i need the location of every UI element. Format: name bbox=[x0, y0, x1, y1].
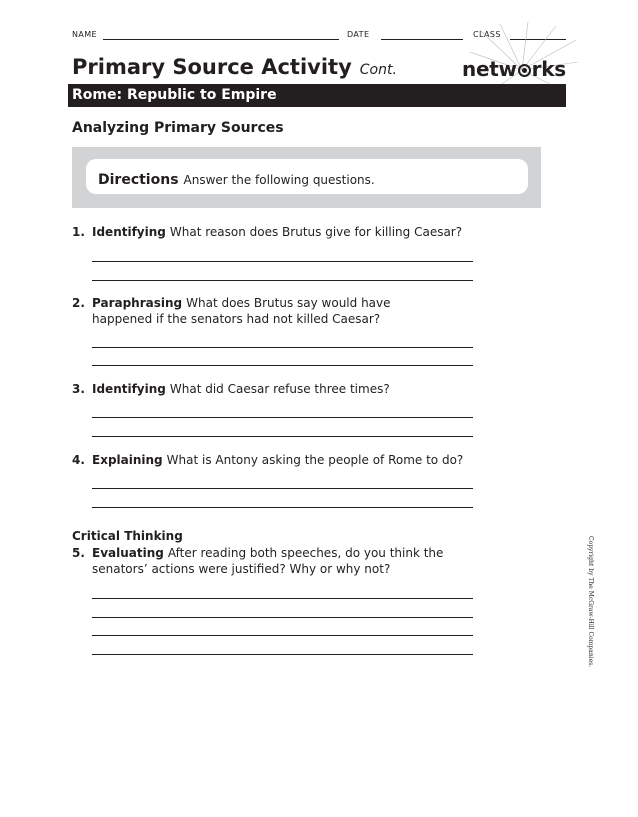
answer-line[interactable] bbox=[92, 261, 473, 262]
question-text: After reading both speeches, do you think the bbox=[167, 546, 444, 560]
answer-line[interactable] bbox=[92, 635, 473, 636]
brand-text-end: rks bbox=[531, 57, 566, 81]
class-label: CLASS bbox=[473, 30, 501, 39]
critical-thinking-heading: Critical Thinking bbox=[72, 529, 183, 543]
question-skill: Evaluating bbox=[92, 546, 164, 560]
directions-text bbox=[98, 169, 375, 188]
title-cont: Cont. bbox=[359, 62, 397, 78]
answer-line[interactable] bbox=[92, 488, 473, 489]
answer-line[interactable] bbox=[92, 436, 473, 437]
copyright-text: Copyright by The McGraw-Hill Companies. bbox=[587, 536, 594, 668]
question-skill: Identifying bbox=[92, 382, 166, 396]
question-text: What did Caesar refuse three times? bbox=[169, 382, 390, 396]
date-field[interactable] bbox=[381, 39, 463, 40]
networks-logo bbox=[462, 57, 566, 81]
question-number: 1. bbox=[72, 225, 85, 239]
question-skill: Paraphrasing bbox=[92, 296, 183, 310]
brand-text-start: netw bbox=[462, 57, 517, 81]
question-skill: Explaining bbox=[92, 453, 163, 467]
question-skill: Identifying bbox=[92, 225, 166, 239]
answer-line[interactable] bbox=[92, 280, 473, 281]
question-3 bbox=[72, 381, 390, 397]
answer-line[interactable] bbox=[92, 654, 473, 655]
question-number: 2. bbox=[72, 296, 85, 310]
target-icon bbox=[518, 64, 531, 77]
question-text: What is Antony asking the people of Rome to do? bbox=[166, 453, 464, 467]
question-text: What does Brutus say would have bbox=[186, 296, 391, 310]
copyright-notice bbox=[583, 536, 597, 686]
question-text-cont: happened if the senators had not killed Caesar? bbox=[92, 312, 381, 326]
answer-line[interactable] bbox=[92, 598, 473, 599]
chapter-title: Rome: Republic to Empire bbox=[72, 87, 277, 103]
title-main: Primary Source Activity bbox=[72, 55, 352, 79]
question-2 bbox=[72, 295, 391, 311]
question-1 bbox=[72, 224, 462, 240]
answer-line[interactable] bbox=[92, 365, 473, 366]
question-number: 5. bbox=[72, 546, 85, 560]
question-5 bbox=[72, 545, 443, 561]
answer-line[interactable] bbox=[92, 507, 473, 508]
answer-line[interactable] bbox=[92, 617, 473, 618]
name-label: NAME bbox=[72, 30, 98, 39]
page-title bbox=[72, 55, 397, 79]
question-number: 3. bbox=[72, 382, 85, 396]
question-text-cont: senators’ actions were justified? Why or why not? bbox=[92, 562, 391, 576]
question-number: 4. bbox=[72, 453, 85, 467]
directions-label: Directions bbox=[98, 172, 179, 188]
date-label: DATE bbox=[347, 30, 370, 39]
name-field[interactable] bbox=[103, 39, 339, 40]
answer-line[interactable] bbox=[92, 347, 473, 348]
answer-line[interactable] bbox=[92, 417, 473, 418]
directions-instructions: Answer the following questions. bbox=[183, 173, 375, 187]
question-4 bbox=[72, 452, 463, 468]
question-text: What reason does Brutus give for killing Caesar? bbox=[169, 225, 463, 239]
section-heading: Analyzing Primary Sources bbox=[72, 120, 284, 136]
